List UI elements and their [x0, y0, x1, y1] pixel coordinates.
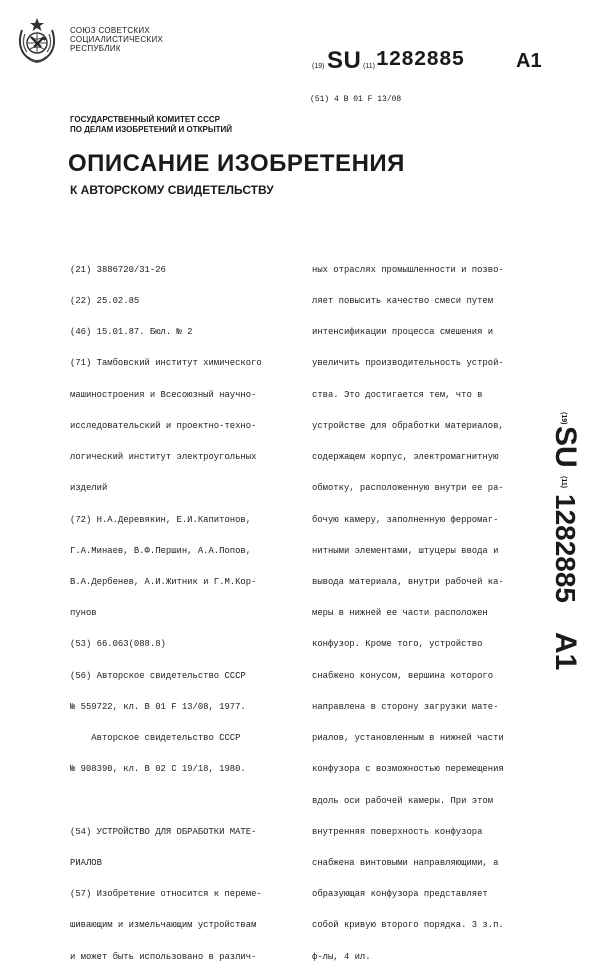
text-line: исследовательский и проектно-техно-: [70, 420, 257, 431]
kind-code: A1: [516, 50, 542, 72]
text-line: нитными элементами, штуцеры ввода и: [312, 545, 499, 556]
text-line: (56) Авторское свидетельство СССР: [70, 670, 246, 681]
text-line: ляет повысить качество смеси путем: [312, 296, 494, 307]
committee-line: ГОСУДАРСТВЕННЫЙ КОМИТЕТ СССР: [70, 115, 220, 124]
text-line: РИАЛОВ: [70, 857, 102, 868]
text-line: и может быть использовано в различ-: [70, 951, 257, 962]
union-line: СОЦИАЛИСТИЧЕСКИХ: [70, 35, 164, 44]
text-line: устройстве для обработки материалов,: [312, 420, 504, 431]
inid-code-19: (19): [312, 63, 325, 70]
side-patent-stamp: [542, 410, 602, 680]
bibliographic-column: [70, 244, 262, 972]
text-line: обмотку, расположенную внутри ее ра-: [312, 483, 504, 494]
text-line: меры в нижней ее части расположен: [312, 608, 488, 619]
union-line: РЕСПУБЛИК: [70, 44, 121, 53]
side-patent-number: 1282885: [550, 494, 581, 604]
text-line: бочую камеру, заполненную ферромаг-: [312, 514, 499, 525]
text-line: (71) Тамбовский институт химического: [70, 358, 262, 369]
text-line: Г.А.Минаев, В.Ф.Першин, А.А.Попов,: [70, 545, 252, 556]
text-line: содержащем корпус, электромагнитную: [312, 452, 499, 463]
text-line: (54) УСТРОЙСТВО ДЛЯ ОБРАБОТКИ МАТЕ-: [70, 826, 257, 837]
abstract-column: [312, 244, 504, 972]
text-line: вывода материала, внутри рабочей ка-: [312, 577, 504, 587]
text-line: (53) 66.063(088.8): [70, 639, 166, 650]
text-line: конфузора с возможностью перемещения: [312, 764, 504, 775]
text-line: ных отраслях промышленности и позво-: [312, 264, 504, 275]
text-line: пунов: [70, 608, 97, 619]
inid-code-11: (11): [363, 63, 375, 70]
text-line: направлена в сторону загрузки мате-: [312, 701, 499, 712]
text-line: изделий: [70, 483, 108, 494]
committee-name: [70, 115, 232, 135]
text-line: (57) Изобретение относится к переме-: [70, 889, 262, 900]
text-line: образующая конфузора представляет: [312, 889, 488, 900]
text-line: снабжена винтовыми направляющими, а: [312, 857, 499, 868]
country-code: SU: [327, 47, 362, 74]
text-line: шивающим и измельчающим устройствам: [70, 920, 257, 931]
union-name: [70, 26, 163, 53]
text-line: снабжено конусом, вершина которого: [312, 670, 494, 681]
patent-number: 1282885: [376, 49, 465, 72]
side-code-11: (11): [560, 476, 567, 489]
side-country-code: SU: [549, 426, 582, 468]
text-line: машиностроения и Всесоюзный научно-: [70, 389, 257, 400]
text-line: (21) 3886720/31-26: [70, 264, 166, 275]
ussr-emblem-icon: [14, 14, 60, 66]
side-code-19: (19): [560, 412, 567, 425]
committee-line: ПО ДЕЛАМ ИЗОБРЕТЕНИЙ И ОТКРЫТИЙ: [70, 125, 233, 134]
text-line: (46) 15.01.87. Бюл. № 2: [70, 327, 193, 338]
text-line: В.А.Дербенев, А.И.Житник и Г.М.Кор-: [70, 577, 257, 587]
text-line: вдоль оси рабочей камеры. При этом: [312, 795, 494, 806]
side-kind-code: A1: [549, 632, 582, 671]
union-line: СОЮЗ СОВЕТСКИХ: [70, 26, 151, 35]
text-line: конфузор. Кроме того, устройство: [312, 639, 483, 650]
text-line: (72) Н.А.Деревякин, Е.И.Капитонов,: [70, 514, 252, 525]
text-line: № 908390, кл. B 02 C 19/18, 1980.: [70, 764, 246, 775]
text-line: логический институт электроугольных: [70, 452, 257, 463]
ipc-classification: (51) 4 B 01 F 13/08: [310, 95, 402, 104]
text-line: увеличить производительность устрой-: [312, 358, 504, 369]
text-line: ства. Это достигается тем, что в: [312, 389, 483, 400]
text-line: внутренняя поверхность конфузора: [312, 826, 483, 837]
document-title: ОПИСАНИЕ ИЗОБРЕТЕНИЯ: [68, 150, 405, 177]
text-line: № 559722, кл. B 01 F 13/08, 1977.: [70, 701, 246, 712]
text-line: ф-лы, 4 ил.: [312, 951, 371, 962]
text-line: собой кривую второго порядка. 3 з.п.: [312, 920, 504, 931]
text-line: Авторское свидетельство СССР: [70, 733, 241, 744]
blank-line: [70, 796, 262, 806]
text-line: (22) 25.02.85: [70, 296, 140, 307]
text-line: риалов, установленным в нижней части: [312, 733, 504, 744]
document-subtitle: К АВТОРСКОМУ СВИДЕТЕЛЬСТВУ: [70, 183, 274, 197]
text-line: интенсификации процесса смешения и: [312, 327, 494, 338]
